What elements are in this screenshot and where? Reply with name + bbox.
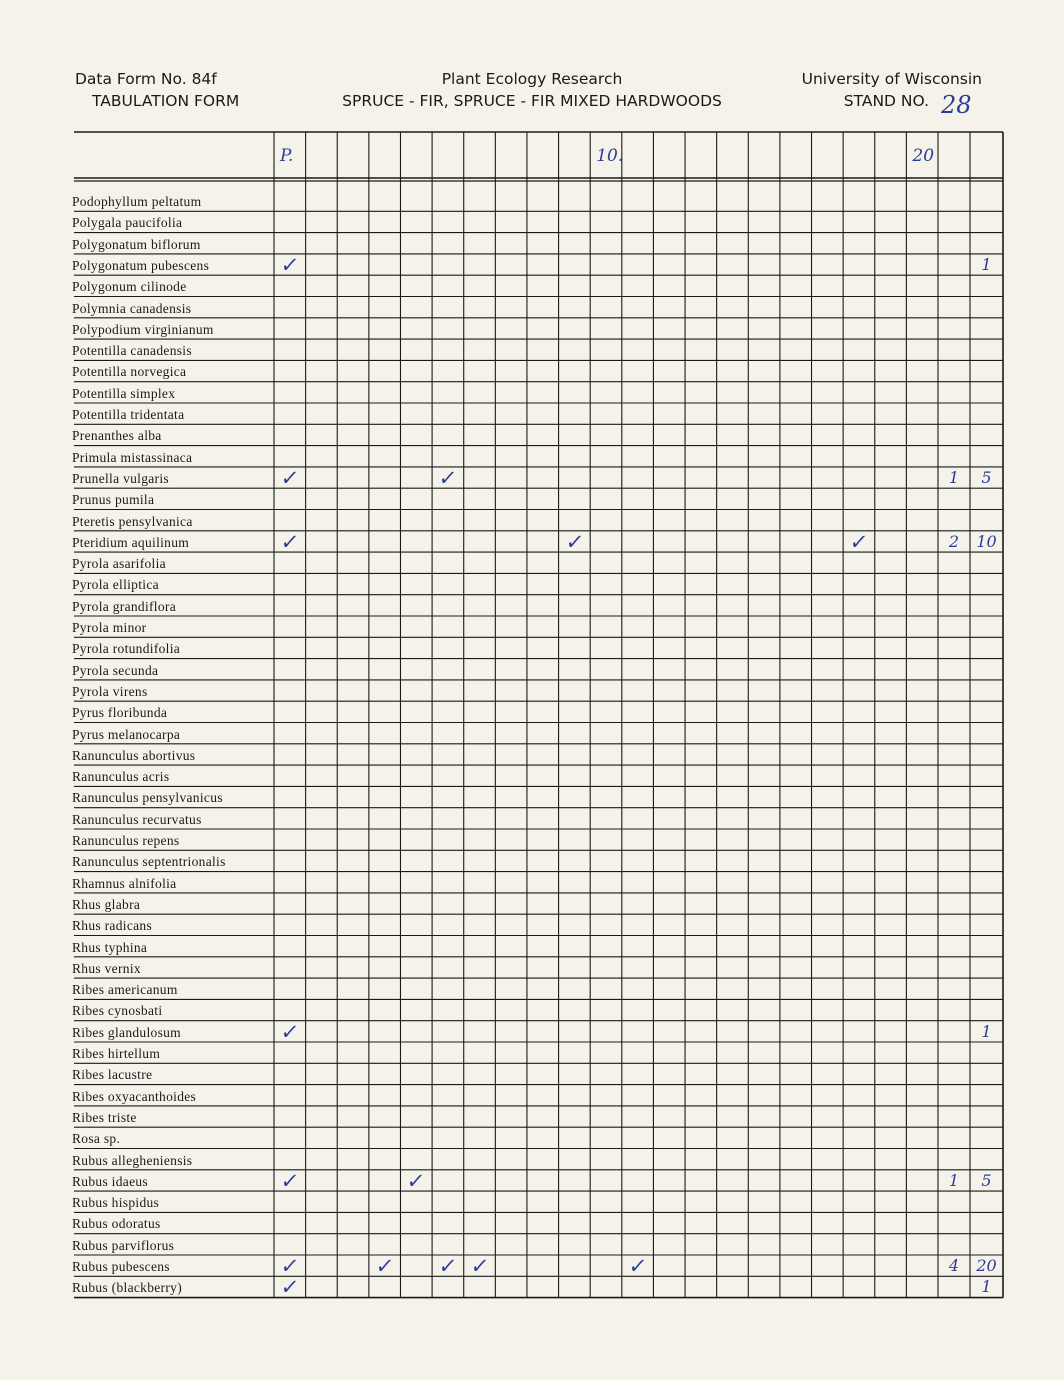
frequency-count: 1 bbox=[948, 467, 960, 487]
total-count: 1 bbox=[981, 1021, 992, 1041]
column-header-label: 10. bbox=[596, 146, 624, 166]
species-name: Pyrus melanocarpa bbox=[72, 726, 181, 742]
species-name: Rosa sp. bbox=[72, 1131, 121, 1147]
frequency-count: 4 bbox=[948, 1256, 960, 1275]
checkmark-icon: ✓ bbox=[437, 465, 459, 490]
university-name: University of Wisconsin bbox=[801, 70, 982, 88]
species-name: Rhus glabra bbox=[72, 896, 141, 912]
species-name: Ribes lacustre bbox=[72, 1067, 153, 1083]
species-name: Polypodium virginianum bbox=[72, 321, 214, 337]
species-name: Pyrola minor bbox=[72, 620, 147, 635]
total-count: 20 bbox=[976, 1256, 997, 1275]
species-name: Rubus allegheniensis bbox=[72, 1152, 193, 1168]
checkmark-icon: ✓ bbox=[279, 1168, 301, 1193]
checkmark-icon: ✓ bbox=[437, 1254, 459, 1278]
species-name: Prunus pumila bbox=[72, 492, 155, 508]
species-name: Prenanthes alba bbox=[72, 428, 162, 444]
species-name: Ranunculus abortivus bbox=[72, 747, 196, 763]
species-name: Polygonatum biflorum bbox=[72, 236, 201, 252]
species-name: Polygala paucifolia bbox=[72, 215, 183, 231]
species-name: Rubus pubescens bbox=[72, 1259, 170, 1274]
form-number: Data Form No. 84f bbox=[75, 70, 217, 88]
species-name: Rhus vernix bbox=[72, 960, 141, 976]
species-name: Rubus hispidus bbox=[72, 1195, 160, 1211]
total-count: 10 bbox=[976, 531, 997, 551]
frequency-count: 1 bbox=[948, 1170, 960, 1190]
species-name: Pyrola asarifolia bbox=[72, 556, 166, 572]
checkmark-icon: ✓ bbox=[405, 1168, 427, 1193]
species-name: Pyrola elliptica bbox=[72, 577, 159, 593]
organization-title: Plant Ecology Research bbox=[441, 70, 623, 88]
species-name: Ranunculus repens bbox=[72, 833, 180, 848]
species-name: Pteridium aquilinum bbox=[72, 534, 190, 550]
form-type: TABULATION FORM bbox=[92, 92, 240, 110]
species-name: Pyrus floribunda bbox=[72, 705, 168, 721]
species-name: Ranunculus septentrionalis bbox=[72, 854, 226, 870]
species-name: Ribes americanum bbox=[72, 982, 178, 998]
species-name: Podophyllum peltatum bbox=[72, 194, 202, 209]
stand-number-label: STAND NO. bbox=[843, 92, 929, 110]
species-name: Ranunculus pensylvanicus bbox=[72, 790, 223, 806]
species-name: Pyrola rotundifolia bbox=[72, 641, 181, 657]
species-name: Prunella vulgaris bbox=[72, 470, 169, 486]
checkmark-icon: ✓ bbox=[279, 252, 301, 277]
species-name: Polygonatum pubescens bbox=[72, 257, 210, 273]
total-count: 1 bbox=[981, 1277, 992, 1297]
checkmark-icon: ✓ bbox=[374, 1254, 396, 1278]
species-name: Ribes hirtellum bbox=[72, 1046, 161, 1061]
species-name: Ranunculus recurvatus bbox=[72, 811, 202, 827]
species-name: Rhus typhina bbox=[72, 939, 148, 955]
form-subtitle: SPRUCE - FIR, SPRUCE - FIR MIXED HARDWOODS bbox=[342, 92, 722, 110]
species-name: Ranunculus acris bbox=[72, 769, 170, 785]
species-name: Rubus idaeus bbox=[72, 1173, 148, 1189]
checkmark-icon: ✓ bbox=[563, 529, 585, 554]
species-name: Polymnia canadensis bbox=[72, 300, 192, 316]
frequency-count: 2 bbox=[948, 531, 960, 551]
species-name: Ribes oxyacanthoides bbox=[72, 1088, 197, 1104]
species-name: Pyrola virens bbox=[72, 683, 148, 699]
species-name: Ribes triste bbox=[72, 1109, 137, 1125]
species-name: Rubus odoratus bbox=[72, 1216, 161, 1232]
species-name: Pteretis pensylvanica bbox=[72, 513, 193, 529]
species-name: Rhus radicans bbox=[72, 918, 153, 934]
species-name: Rhamnus alnifolia bbox=[72, 875, 177, 891]
checkmark-icon: ✓ bbox=[469, 1254, 491, 1278]
checkmark-icon: ✓ bbox=[279, 1254, 301, 1278]
checkmark-icon: ✓ bbox=[627, 1254, 649, 1278]
species-name: Potentilla simplex bbox=[72, 385, 176, 401]
species-name: Potentilla norvegica bbox=[72, 364, 187, 380]
stand-number-value[interactable]: 28 bbox=[941, 91, 972, 119]
column-header-label: P. bbox=[280, 146, 294, 166]
total-count: 5 bbox=[981, 467, 992, 487]
species-name: Rubus (blackberry) bbox=[72, 1280, 182, 1296]
checkmark-icon: ✓ bbox=[279, 1019, 301, 1044]
checkmark-icon: ✓ bbox=[848, 529, 870, 554]
total-count: 5 bbox=[981, 1170, 992, 1190]
checkmark-icon: ✓ bbox=[279, 465, 301, 490]
checkmark-icon: ✓ bbox=[279, 1275, 301, 1300]
species-name: Rubus parviflorus bbox=[72, 1237, 175, 1253]
species-name: Ribes glandulosum bbox=[72, 1024, 181, 1040]
checkmark-icon: ✓ bbox=[279, 529, 301, 554]
total-count: 1 bbox=[981, 254, 992, 274]
species-name: Pyrola secunda bbox=[72, 662, 159, 678]
species-name: Polygonum cilinode bbox=[72, 279, 187, 295]
species-name: Pyrola grandiflora bbox=[72, 598, 176, 614]
species-name: Primula mistassinaca bbox=[72, 449, 193, 465]
column-header-label: 20 bbox=[912, 146, 935, 166]
species-name: Ribes cynosbati bbox=[72, 1003, 163, 1019]
species-name: Potentilla canadensis bbox=[72, 343, 192, 359]
species-name: Potentilla tridentata bbox=[72, 407, 185, 422]
